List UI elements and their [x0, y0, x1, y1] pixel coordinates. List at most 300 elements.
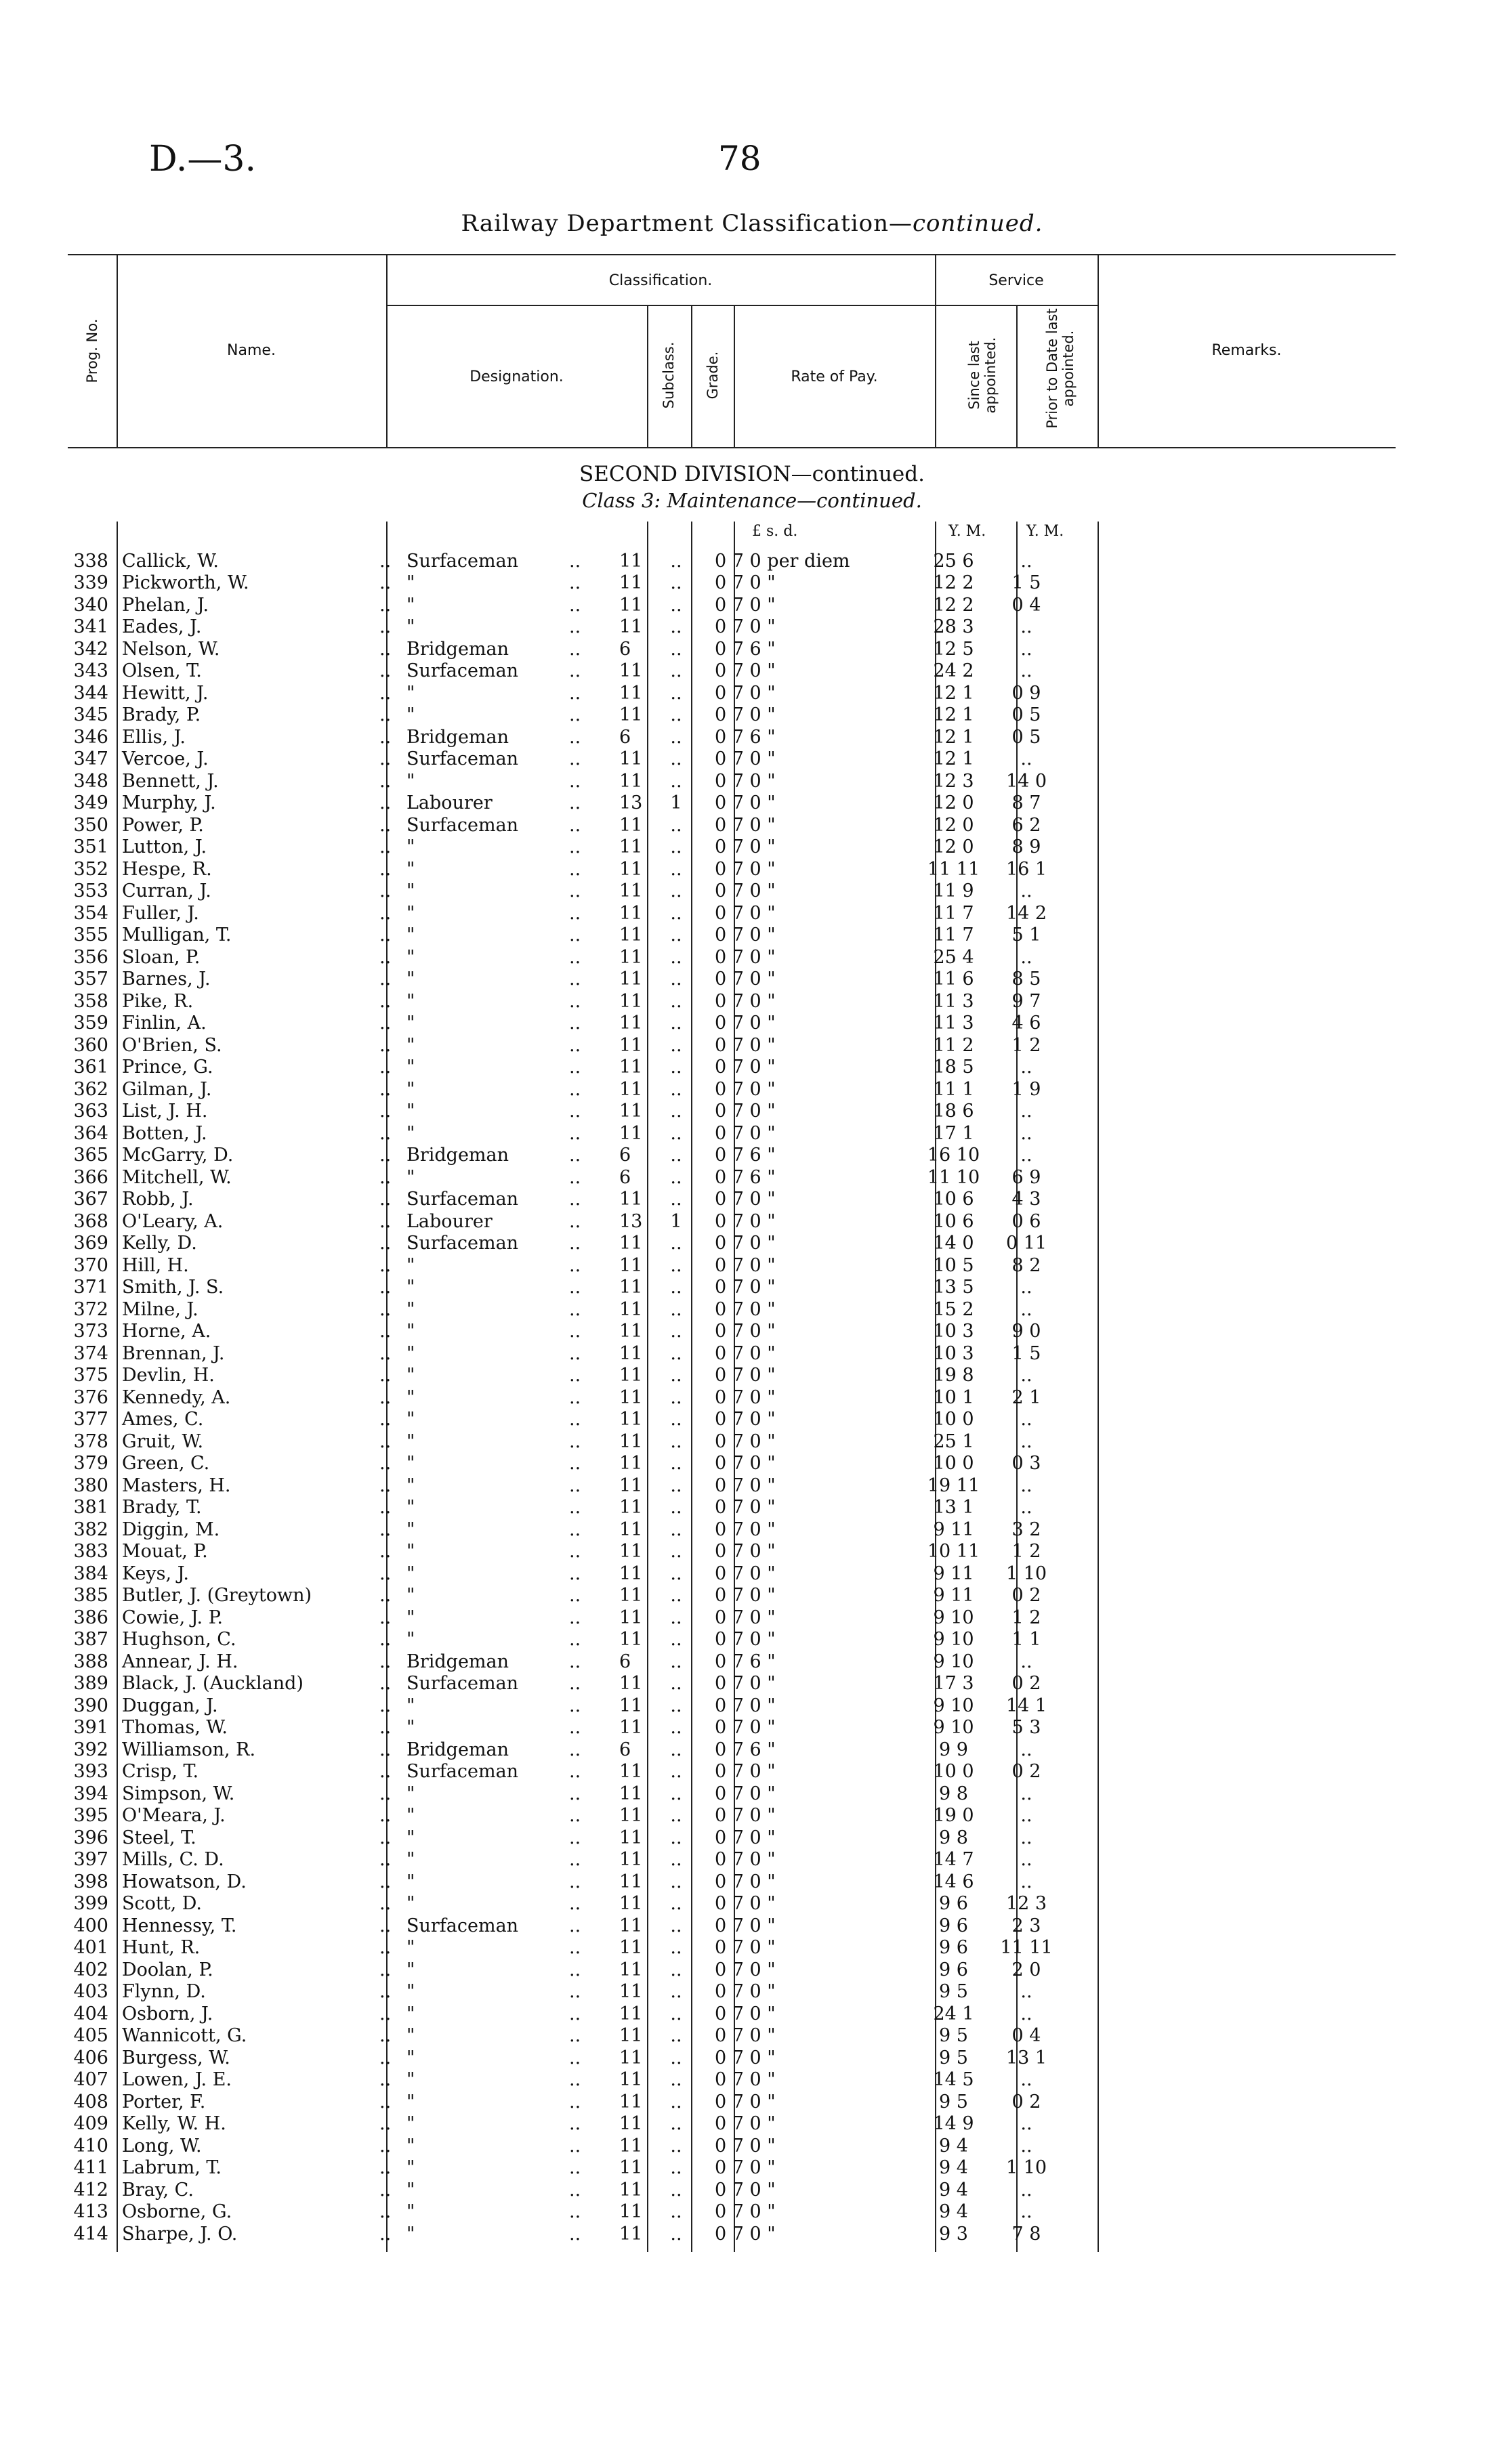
grade: ..: [670, 2025, 682, 2047]
prog-no: 372: [73, 1298, 108, 1320]
staff-name: Kelly, D.: [122, 1233, 197, 1254]
subclass: 11: [619, 1321, 643, 1342]
leader-dots: ..: [569, 1827, 581, 1848]
subclass: 11: [619, 990, 643, 1012]
designation: ": [406, 990, 415, 1012]
col-header-subclass: Subclass.: [661, 341, 677, 409]
designation: ": [406, 2113, 415, 2135]
staff-name: Kennedy, A.: [122, 1386, 231, 1408]
leader-dots: ..: [569, 1298, 581, 1320]
table-row: [68, 660, 1064, 683]
designation: ": [406, 1342, 415, 1364]
leader-dots: ..: [379, 1453, 392, 1474]
staff-name: Murphy, J.: [122, 792, 216, 814]
designation: Bridgeman: [406, 1651, 509, 1672]
service-since: 9 9: [939, 1739, 968, 1760]
service-prior: 2 0: [1011, 1959, 1041, 1980]
staff-name: Scott, D.: [122, 1893, 203, 1915]
service-prior: 0 9: [1011, 682, 1041, 704]
rate-of-pay: 0 7 0 ": [715, 1453, 776, 1474]
service-since: 9 4: [939, 2179, 968, 2201]
rate-of-pay: 0 7 0 ": [715, 1518, 776, 1540]
subclass: 11: [619, 1981, 643, 2003]
service-prior: 14 2: [1005, 902, 1047, 924]
designation: Surfaceman: [406, 748, 519, 770]
service-prior: ..: [1020, 880, 1032, 902]
body-rule-remarks: [1098, 522, 1099, 2252]
designation: ": [406, 2069, 415, 2091]
leader-dots: ..: [379, 1034, 392, 1056]
designation: ": [406, 572, 415, 594]
service-since: 12 1: [933, 704, 974, 726]
service-since: 25 4: [933, 946, 974, 968]
table-row: [68, 880, 1064, 903]
subclass: 11: [619, 1629, 643, 1651]
col-header-prog: Prog. No.: [84, 318, 100, 383]
service-prior: 1 2: [1011, 1541, 1041, 1563]
service-prior: 5 3: [1011, 1717, 1041, 1739]
prog-no: 368: [73, 1210, 108, 1232]
prog-no: 350: [73, 814, 108, 836]
prog-no: 410: [73, 2135, 108, 2157]
service-since: 11 6: [933, 969, 974, 990]
leader-dots: ..: [379, 704, 392, 726]
service-prior: 0 5: [1011, 726, 1041, 748]
grade: 1: [670, 792, 682, 814]
leader-dots: ..: [379, 1497, 392, 1518]
designation: Surfaceman: [406, 660, 519, 682]
table-row: [68, 1783, 1064, 1805]
leader-dots: ..: [379, 1277, 392, 1298]
table-row: [68, 1893, 1064, 1915]
leader-dots: ..: [379, 880, 392, 902]
service-prior: ..: [1020, 1871, 1032, 1892]
grade: ..: [670, 1518, 682, 1540]
table-row: [68, 2003, 1064, 2025]
designation: ": [406, 1386, 415, 1408]
service-since: 9 5: [939, 2091, 968, 2112]
rate-of-pay: 0 7 0 ": [715, 2091, 776, 2112]
leader-dots: ..: [569, 748, 581, 770]
table-row: [68, 2047, 1064, 2069]
prog-no: 344: [73, 682, 108, 704]
rate-of-pay: 0 7 0 ": [715, 1365, 776, 1386]
leader-dots: ..: [569, 1078, 581, 1100]
staff-name: Horne, A.: [122, 1321, 211, 1342]
since-units-header: Y. M.: [948, 523, 986, 540]
rate-of-pay: 0 7 0 ": [715, 1386, 776, 1408]
service-since: 17 3: [933, 1673, 974, 1695]
staff-name: Crisp, T.: [122, 1761, 199, 1783]
service-prior: 9 0: [1011, 1321, 1041, 1342]
subclass: 6: [619, 1651, 631, 1672]
leader-dots: ..: [569, 2179, 581, 2201]
prog-no: 396: [73, 1827, 108, 1848]
leader-dots: ..: [569, 638, 581, 660]
staff-name: O'Meara, J.: [122, 1805, 226, 1827]
designation: ": [406, 1078, 415, 1100]
service-prior: 1 5: [1011, 1342, 1041, 1364]
rate-of-pay: 0 7 0 ": [715, 792, 776, 814]
service-prior: 1 10: [1005, 1563, 1047, 1584]
subclass: 11: [619, 1783, 643, 1804]
leader-dots: ..: [379, 1101, 392, 1122]
leader-dots: ..: [569, 2135, 581, 2157]
leader-dots: ..: [379, 1717, 392, 1739]
table-row: [68, 1145, 1064, 1167]
service-since: 9 11: [933, 1563, 974, 1584]
designation: ": [406, 1166, 415, 1188]
subclass: 11: [619, 1078, 643, 1100]
designation: ": [406, 770, 415, 792]
designation: ": [406, 925, 415, 946]
designation: Surfaceman: [406, 1189, 519, 1210]
subclass: 11: [619, 1497, 643, 1518]
service-prior: 16 1: [1005, 858, 1047, 880]
grade: ..: [670, 2135, 682, 2157]
subclass: 6: [619, 1739, 631, 1760]
subclass: 11: [619, 1386, 643, 1408]
service-prior: ..: [1020, 2179, 1032, 2201]
leader-dots: ..: [379, 858, 392, 880]
staff-name: Duggan, J.: [122, 1695, 218, 1716]
leader-dots: ..: [569, 1254, 581, 1276]
service-since: 9 4: [939, 2135, 968, 2157]
service-since: 12 2: [933, 572, 974, 594]
staff-name: Diggin, M.: [122, 1518, 220, 1540]
designation: ": [406, 1518, 415, 1540]
leader-dots: ..: [379, 836, 392, 858]
rate-of-pay: 0 7 0 ": [715, 2025, 776, 2047]
service-prior: ..: [1020, 616, 1032, 638]
rate-of-pay: 0 7 0 ": [715, 1893, 776, 1915]
leader-dots: ..: [569, 1563, 581, 1584]
subclass: 11: [619, 2025, 643, 2047]
staff-name: McGarry, D.: [122, 1145, 234, 1166]
leader-dots: ..: [569, 594, 581, 616]
service-prior: 0 11: [1005, 1233, 1047, 1254]
subclass: 11: [619, 925, 643, 946]
staff-name: Butler, J. (Greytown): [122, 1585, 312, 1607]
grade: ..: [670, 1673, 682, 1695]
rate-of-pay: 0 7 0 ": [715, 1254, 776, 1276]
service-prior: ..: [1020, 2113, 1032, 2135]
staff-name: Long, W.: [122, 2135, 202, 2157]
service-since: 19 11: [927, 1474, 980, 1496]
leader-dots: ..: [569, 1739, 581, 1760]
rate-of-pay: 0 7 0 ": [715, 2047, 776, 2068]
rate-of-pay: 0 7 6 ": [715, 1145, 776, 1166]
grade: ..: [670, 1893, 682, 1915]
rate-of-pay: 0 7 0 ": [715, 1937, 776, 1959]
prog-no: 342: [73, 638, 108, 660]
subclass: 11: [619, 1430, 643, 1452]
service-since: 9 10: [933, 1717, 974, 1739]
rate-of-pay: 0 7 0 ": [715, 836, 776, 858]
table-row: [68, 1430, 1064, 1453]
designation: ": [406, 1365, 415, 1386]
designation: ": [406, 1937, 415, 1959]
leader-dots: ..: [569, 1629, 581, 1651]
designation: Surfaceman: [406, 1673, 519, 1695]
table-row: [68, 1849, 1064, 1871]
leader-dots: ..: [569, 814, 581, 836]
leader-dots: ..: [569, 2157, 581, 2179]
prog-no: 399: [73, 1893, 108, 1915]
leader-dots: ..: [569, 2025, 581, 2047]
table-row: [68, 1277, 1064, 1299]
service-prior: 1 2: [1011, 1607, 1041, 1628]
subclass: 13: [619, 1210, 643, 1232]
staff-name: Curran, J.: [122, 880, 211, 902]
table-row: [68, 1453, 1064, 1475]
rate-of-pay: 0 7 0 ": [715, 925, 776, 946]
leader-dots: ..: [569, 1981, 581, 2003]
table-row: [68, 550, 1064, 572]
service-prior: ..: [1020, 1101, 1032, 1122]
designation: ": [406, 1430, 415, 1452]
leader-dots: ..: [569, 2113, 581, 2135]
leader-dots: ..: [379, 1651, 392, 1672]
subclass: 11: [619, 1101, 643, 1122]
leader-dots: ..: [569, 1145, 581, 1166]
designation: ": [406, 594, 415, 616]
service-prior: ..: [1020, 2003, 1032, 2024]
designation: ": [406, 1013, 415, 1034]
table-row: [68, 682, 1064, 704]
prog-no: 341: [73, 616, 108, 638]
staff-table-body: [68, 550, 1064, 2245]
designation: ": [406, 1981, 415, 2003]
leader-dots: ..: [569, 682, 581, 704]
service-since: 9 11: [933, 1518, 974, 1540]
staff-name: Masters, H.: [122, 1474, 231, 1496]
leader-dots: ..: [379, 1365, 392, 1386]
leader-dots: ..: [379, 770, 392, 792]
rate-of-pay: 0 7 6 ": [715, 726, 776, 748]
leader-dots: ..: [379, 2091, 392, 2112]
service-prior: 6 9: [1011, 1166, 1041, 1188]
rate-of-pay: 0 7 0 ": [715, 1497, 776, 1518]
subclass: 13: [619, 792, 643, 814]
designation: ": [406, 1959, 415, 1980]
prog-no: 412: [73, 2179, 108, 2201]
service-since: 9 6: [939, 1959, 968, 1980]
rate-of-pay: 0 7 0 ": [715, 704, 776, 726]
leader-dots: ..: [569, 572, 581, 594]
staff-name: Lowen, J. E.: [122, 2069, 232, 2091]
rate-of-pay: 0 7 0 ": [715, 1585, 776, 1607]
prog-no: 395: [73, 1805, 108, 1827]
designation: ": [406, 1254, 415, 1276]
service-prior: ..: [1020, 748, 1032, 770]
table-row: [68, 1013, 1064, 1035]
service-prior: 1 5: [1011, 572, 1041, 594]
service-since: 9 10: [933, 1651, 974, 1672]
table-row: [68, 1166, 1064, 1189]
service-prior: 8 2: [1011, 1254, 1041, 1276]
staff-name: Hewitt, J.: [122, 682, 209, 704]
designation: ": [406, 1717, 415, 1739]
grade: ..: [670, 1629, 682, 1651]
leader-dots: ..: [379, 2201, 392, 2223]
service-prior: 0 2: [1011, 1585, 1041, 1607]
rate-of-pay: 0 7 0 ": [715, 1321, 776, 1342]
prog-no: 346: [73, 726, 108, 748]
designation: ": [406, 1805, 415, 1827]
table-row: [68, 2025, 1064, 2047]
staff-table: [68, 550, 1064, 2245]
leader-dots: ..: [569, 1761, 581, 1783]
table-row: [68, 726, 1064, 748]
staff-name: Olsen, T.: [122, 660, 202, 682]
subclass: 11: [619, 1342, 643, 1364]
service-since: 14 9: [933, 2113, 974, 2135]
leader-dots: ..: [569, 1409, 581, 1430]
designation: ": [406, 1783, 415, 1804]
staff-name: Howatson, D.: [122, 1871, 247, 1892]
leader-dots: ..: [379, 2113, 392, 2135]
service-since: 14 6: [933, 1871, 974, 1892]
leader-dots: ..: [569, 1849, 581, 1871]
subclass: 11: [619, 1563, 643, 1584]
designation: ": [406, 2135, 415, 2157]
rate-of-pay: 0 7 0 ": [715, 858, 776, 880]
service-since: 9 5: [939, 2025, 968, 2047]
table-row: [68, 1321, 1064, 1343]
designation: Surfaceman: [406, 1233, 519, 1254]
leader-dots: ..: [379, 2069, 392, 2091]
col-divider-since: [1016, 305, 1018, 447]
leader-dots: ..: [569, 1365, 581, 1386]
table-row: [68, 1717, 1064, 1739]
designation: ": [406, 1122, 415, 1144]
table-row: [68, 2223, 1064, 2245]
table-row: [68, 1915, 1064, 1937]
rate-of-pay: 0 7 0 ": [715, 1277, 776, 1298]
col-header-name: Name.: [227, 342, 276, 359]
designation: ": [406, 2157, 415, 2179]
rate-of-pay: 0 7 6 ": [715, 638, 776, 660]
subclass: 11: [619, 1233, 643, 1254]
leader-dots: ..: [569, 1057, 581, 1078]
subclass: 11: [619, 1607, 643, 1628]
service-prior: 0 2: [1011, 2091, 1041, 2112]
service-since: 10 1: [933, 1386, 974, 1408]
rate-of-pay: 0 7 0 ": [715, 1409, 776, 1430]
col-header-designation: Designation.: [469, 368, 564, 385]
prog-no: 366: [73, 1166, 108, 1188]
grade: ..: [670, 1981, 682, 2003]
grade: ..: [670, 969, 682, 990]
leader-dots: ..: [569, 1474, 581, 1496]
rate-of-pay: 0 7 0 ": [715, 1629, 776, 1651]
title-main: Railway Department Classification—: [461, 210, 913, 237]
leader-dots: ..: [569, 1386, 581, 1408]
service-since: 9 6: [939, 1937, 968, 1959]
rate-of-pay: 0 7 0 ": [715, 2157, 776, 2179]
service-prior: 0 3: [1011, 1453, 1041, 1474]
service-since: 9 4: [939, 2201, 968, 2223]
prog-no: 404: [73, 2003, 108, 2024]
service-since: 9 3: [939, 2223, 968, 2245]
subclass: 11: [619, 1937, 643, 1959]
prog-no: 376: [73, 1386, 108, 1408]
staff-name: Annear, J. H.: [122, 1651, 238, 1672]
rate-of-pay: 0 7 0 ": [715, 1122, 776, 1144]
subclass: 11: [619, 858, 643, 880]
grade: ..: [670, 616, 682, 638]
document-reference: D.—3.: [149, 139, 256, 179]
grade: ..: [670, 1761, 682, 1783]
leader-dots: ..: [569, 550, 581, 572]
service-since: 24 1: [933, 2003, 974, 2024]
subclass: 11: [619, 748, 643, 770]
prog-no: 357: [73, 969, 108, 990]
grade: ..: [670, 1805, 682, 1827]
prog-no: 374: [73, 1342, 108, 1364]
leader-dots: ..: [569, 1518, 581, 1540]
leader-dots: ..: [379, 1893, 392, 1915]
prog-no: 381: [73, 1497, 108, 1518]
grade: ..: [670, 594, 682, 616]
staff-name: Simpson, W.: [122, 1783, 235, 1804]
grade: ..: [670, 880, 682, 902]
service-since: 10 3: [933, 1342, 974, 1364]
service-since: 9 5: [939, 1981, 968, 2003]
leader-dots: ..: [379, 1937, 392, 1959]
designation: ": [406, 682, 415, 704]
leader-dots: ..: [569, 1233, 581, 1254]
staff-name: Gilman, J.: [122, 1078, 212, 1100]
leader-dots: ..: [569, 1166, 581, 1188]
leader-dots: ..: [569, 704, 581, 726]
service-prior: 4 6: [1011, 1013, 1041, 1034]
service-since: 11 3: [933, 990, 974, 1012]
leader-dots: ..: [569, 925, 581, 946]
service-since: 25 6: [933, 550, 974, 572]
grade: ..: [670, 770, 682, 792]
staff-name: List, J. H.: [122, 1101, 208, 1122]
table-row: [68, 792, 1064, 815]
prog-no: 356: [73, 946, 108, 968]
service-since: 12 0: [933, 836, 974, 858]
staff-name: Callick, W.: [122, 550, 219, 572]
staff-name: Power, P.: [122, 814, 204, 836]
table-row: [68, 2091, 1064, 2113]
rate-of-pay: 0 7 0 ": [715, 748, 776, 770]
service-prior: ..: [1020, 1981, 1032, 2003]
grade: ..: [670, 814, 682, 836]
grade: ..: [670, 1717, 682, 1739]
subclass: 11: [619, 1871, 643, 1892]
table-row: [68, 1805, 1064, 1827]
leader-dots: ..: [379, 1871, 392, 1892]
leader-dots: ..: [569, 1210, 581, 1232]
service-since: 9 8: [939, 1783, 968, 1804]
staff-name: Flynn, D.: [122, 1981, 206, 2003]
subclass: 11: [619, 969, 643, 990]
service-since: 11 9: [933, 880, 974, 902]
designation: Surfaceman: [406, 1915, 519, 1936]
designation: ": [406, 1409, 415, 1430]
leader-dots: ..: [379, 925, 392, 946]
subclass: 11: [619, 1409, 643, 1430]
staff-name: Bray, C.: [122, 2179, 194, 2201]
grade: ..: [670, 1365, 682, 1386]
prog-no: 375: [73, 1365, 108, 1386]
rate-of-pay: 0 7 0 ": [715, 880, 776, 902]
